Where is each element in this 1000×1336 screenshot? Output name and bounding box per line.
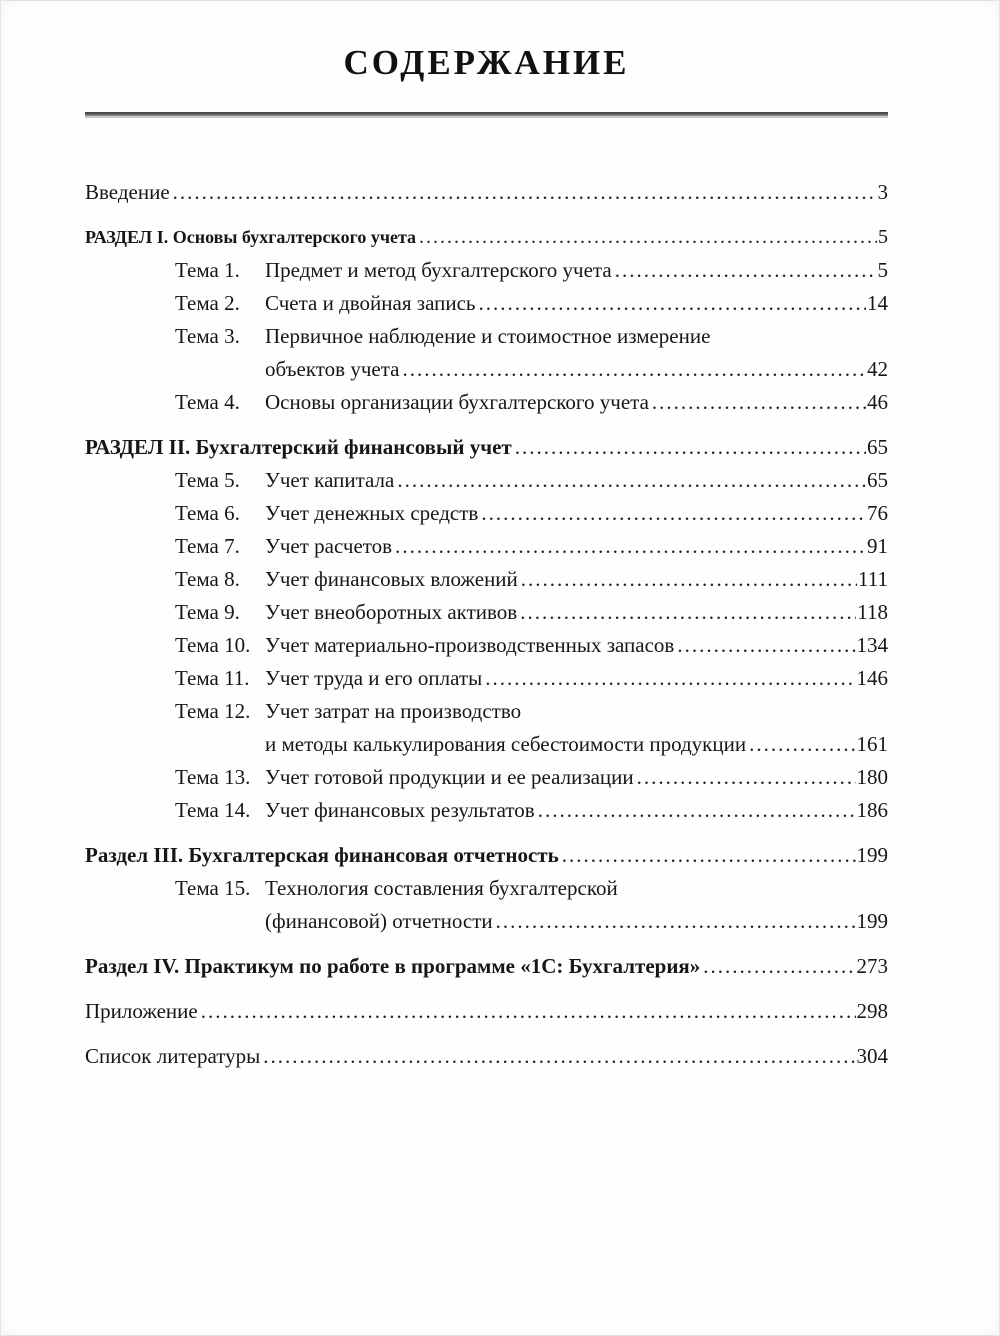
dot-leader: [652, 386, 866, 419]
toc-entry-page-number: 111: [858, 567, 888, 591]
toc-entry-text: объектов учета: [265, 357, 400, 381]
toc-entry-label: Тема 6.: [175, 501, 240, 525]
toc-entry: [85, 1040, 888, 1073]
toc-entry: [85, 431, 888, 464]
toc-entry: [85, 761, 888, 794]
toc-entry-label: Тема 8.: [175, 567, 240, 591]
dot-leader: [395, 530, 866, 563]
dot-leader: [749, 728, 855, 761]
toc-entry-text: РАЗДЕЛ I. Основы бухгалтерского учета: [85, 227, 417, 247]
dot-leader: [562, 839, 856, 872]
toc-entry-label: Тема 15.: [175, 876, 251, 900]
toc-entry-page-number: 199: [856, 843, 888, 867]
toc-entry-label: Тема 14.: [175, 798, 251, 822]
toc-entry-text: Учет капитала: [265, 468, 395, 492]
toc-entry: [85, 176, 888, 209]
dot-leader: [677, 629, 855, 662]
toc-entry: [85, 497, 888, 530]
toc-entry-label: Тема 11.: [175, 666, 250, 690]
toc-entry-label: Тема 7.: [175, 534, 240, 558]
toc-entry-page-number: 134: [856, 633, 888, 657]
toc-entry-page-number: 298: [856, 999, 888, 1023]
toc-entry-page-number: 304: [856, 1044, 888, 1068]
dot-leader: [515, 431, 866, 464]
toc-entry: [85, 530, 888, 563]
toc-entry-text: Учет финансовых результатов: [265, 798, 535, 822]
toc-entry-text: Предмет и метод бухгалтерского учета: [265, 258, 612, 282]
toc-entry-text: Учет финансовых вложений: [265, 567, 518, 591]
toc-entry-label: Тема 2.: [175, 291, 240, 315]
toc-entry: [85, 464, 888, 497]
toc-entry-page-number: 199: [856, 909, 888, 933]
toc-entry-text: Учет материально-производственных запасов: [265, 633, 675, 657]
dot-leader: [478, 287, 866, 320]
toc-entry: [85, 872, 888, 905]
toc-entry-page-number: 5: [878, 226, 888, 248]
toc-entry-page-number: 42: [867, 357, 888, 381]
toc-entry: [85, 629, 888, 662]
dot-leader: [521, 563, 857, 596]
toc-entry-text: Основы организации бухгалтерского учета: [265, 390, 649, 414]
toc-entry: [85, 320, 888, 353]
toc-entry-label: Тема 3.: [175, 324, 240, 348]
dot-leader: [402, 353, 866, 386]
toc-entry: [85, 596, 888, 629]
toc-entry-text: (финансовой) отчетности: [265, 909, 493, 933]
toc-entry-page-number: 65: [867, 468, 888, 492]
toc-entry-text: РАЗДЕЛ II. Бухгалтерский финансовый учет: [85, 435, 512, 459]
dot-leader: [201, 995, 856, 1028]
dot-leader: [538, 794, 856, 827]
toc-entry-text: Введение: [85, 180, 170, 204]
toc-entry-page-number: 3: [877, 180, 888, 204]
toc-entry-label: Тема 5.: [175, 468, 240, 492]
toc-entry-page-number: 161: [856, 732, 888, 756]
toc-entry-page-number: 273: [856, 954, 888, 978]
toc-entry-page-number: 65: [867, 435, 888, 459]
dot-leader: [485, 662, 855, 695]
toc-entry-text: и методы калькулирования себестоимости продукции: [265, 732, 747, 756]
dot-leader: [703, 950, 855, 983]
toc-entry: [85, 905, 888, 938]
toc-entry-text: Учет готовой продукции и ее реализации: [265, 765, 634, 789]
toc-entry-text: Список литературы: [85, 1044, 261, 1068]
toc-entry-text: Раздел III. Бухгалтерская финансовая отчетность: [85, 843, 559, 867]
toc-entry-label: Тема 1.: [175, 258, 240, 282]
toc-entry-text: Учет расчетов: [265, 534, 393, 558]
toc-entry-text: Счета и двойная запись: [265, 291, 476, 315]
toc-entry: [85, 995, 888, 1028]
toc-entry-page-number: 14: [867, 291, 888, 315]
toc-entry: [85, 353, 888, 386]
toc-entry-label: Тема 4.: [175, 390, 240, 414]
toc-entry: [85, 254, 888, 287]
toc-entry-text: Раздел IV. Практикум по работе в программе «1С: Бухгалтерия»: [85, 954, 701, 978]
toc-entry-text: Учет затрат на производство: [265, 699, 522, 723]
toc-entry: [85, 839, 888, 872]
toc-entry: [85, 563, 888, 596]
toc-entry-text: Учет труда и его оплаты: [265, 666, 483, 690]
toc-entry-page-number: 146: [856, 666, 888, 690]
toc-entry-label: Тема 10.: [175, 633, 251, 657]
toc-entry-text: Учет денежных средств: [265, 501, 479, 525]
dot-leader: [637, 761, 856, 794]
toc-entry-page-number: 186: [856, 798, 888, 822]
page-title: СОДЕРЖАНИЕ: [343, 43, 630, 82]
dot-leader: [481, 497, 866, 530]
toc-entry-page-number: 118: [857, 600, 888, 624]
toc-entry-page-number: 46: [867, 390, 888, 414]
dot-leader: [520, 596, 856, 629]
toc-list: [85, 176, 888, 1073]
toc-entry-page-number: 76: [867, 501, 888, 525]
toc-entry: [85, 794, 888, 827]
toc-entry-text: Приложение: [85, 999, 198, 1023]
dot-leader: [615, 254, 877, 287]
toc-entry: [85, 950, 888, 983]
toc-entry: [85, 386, 888, 419]
toc-entry: [85, 662, 888, 695]
dot-leader: [419, 221, 877, 254]
dot-leader: [496, 905, 856, 938]
toc-entry-page-number: 91: [867, 534, 888, 558]
toc-entry-label: Тема 12.: [175, 699, 251, 723]
toc-entry: [85, 221, 888, 254]
toc-entry: [85, 728, 888, 761]
toc-entry-text: Технология составления бухгалтерской: [265, 876, 618, 900]
toc-entry-text: Учет внеоборотных активов: [265, 600, 518, 624]
dot-leader: [263, 1040, 855, 1073]
toc-entry: [85, 695, 888, 728]
title-divider: [85, 112, 888, 118]
toc-entry-text: Первичное наблюдение и стоимостное измерение: [265, 324, 711, 348]
toc-entry-page-number: 180: [856, 765, 888, 789]
dot-leader: [397, 464, 866, 497]
toc-entry-page-number: 5: [877, 258, 888, 282]
toc-entry-label: Тема 9.: [175, 600, 240, 624]
toc-entry: [85, 287, 888, 320]
toc-entry-label: Тема 13.: [175, 765, 251, 789]
dot-leader: [173, 176, 877, 209]
